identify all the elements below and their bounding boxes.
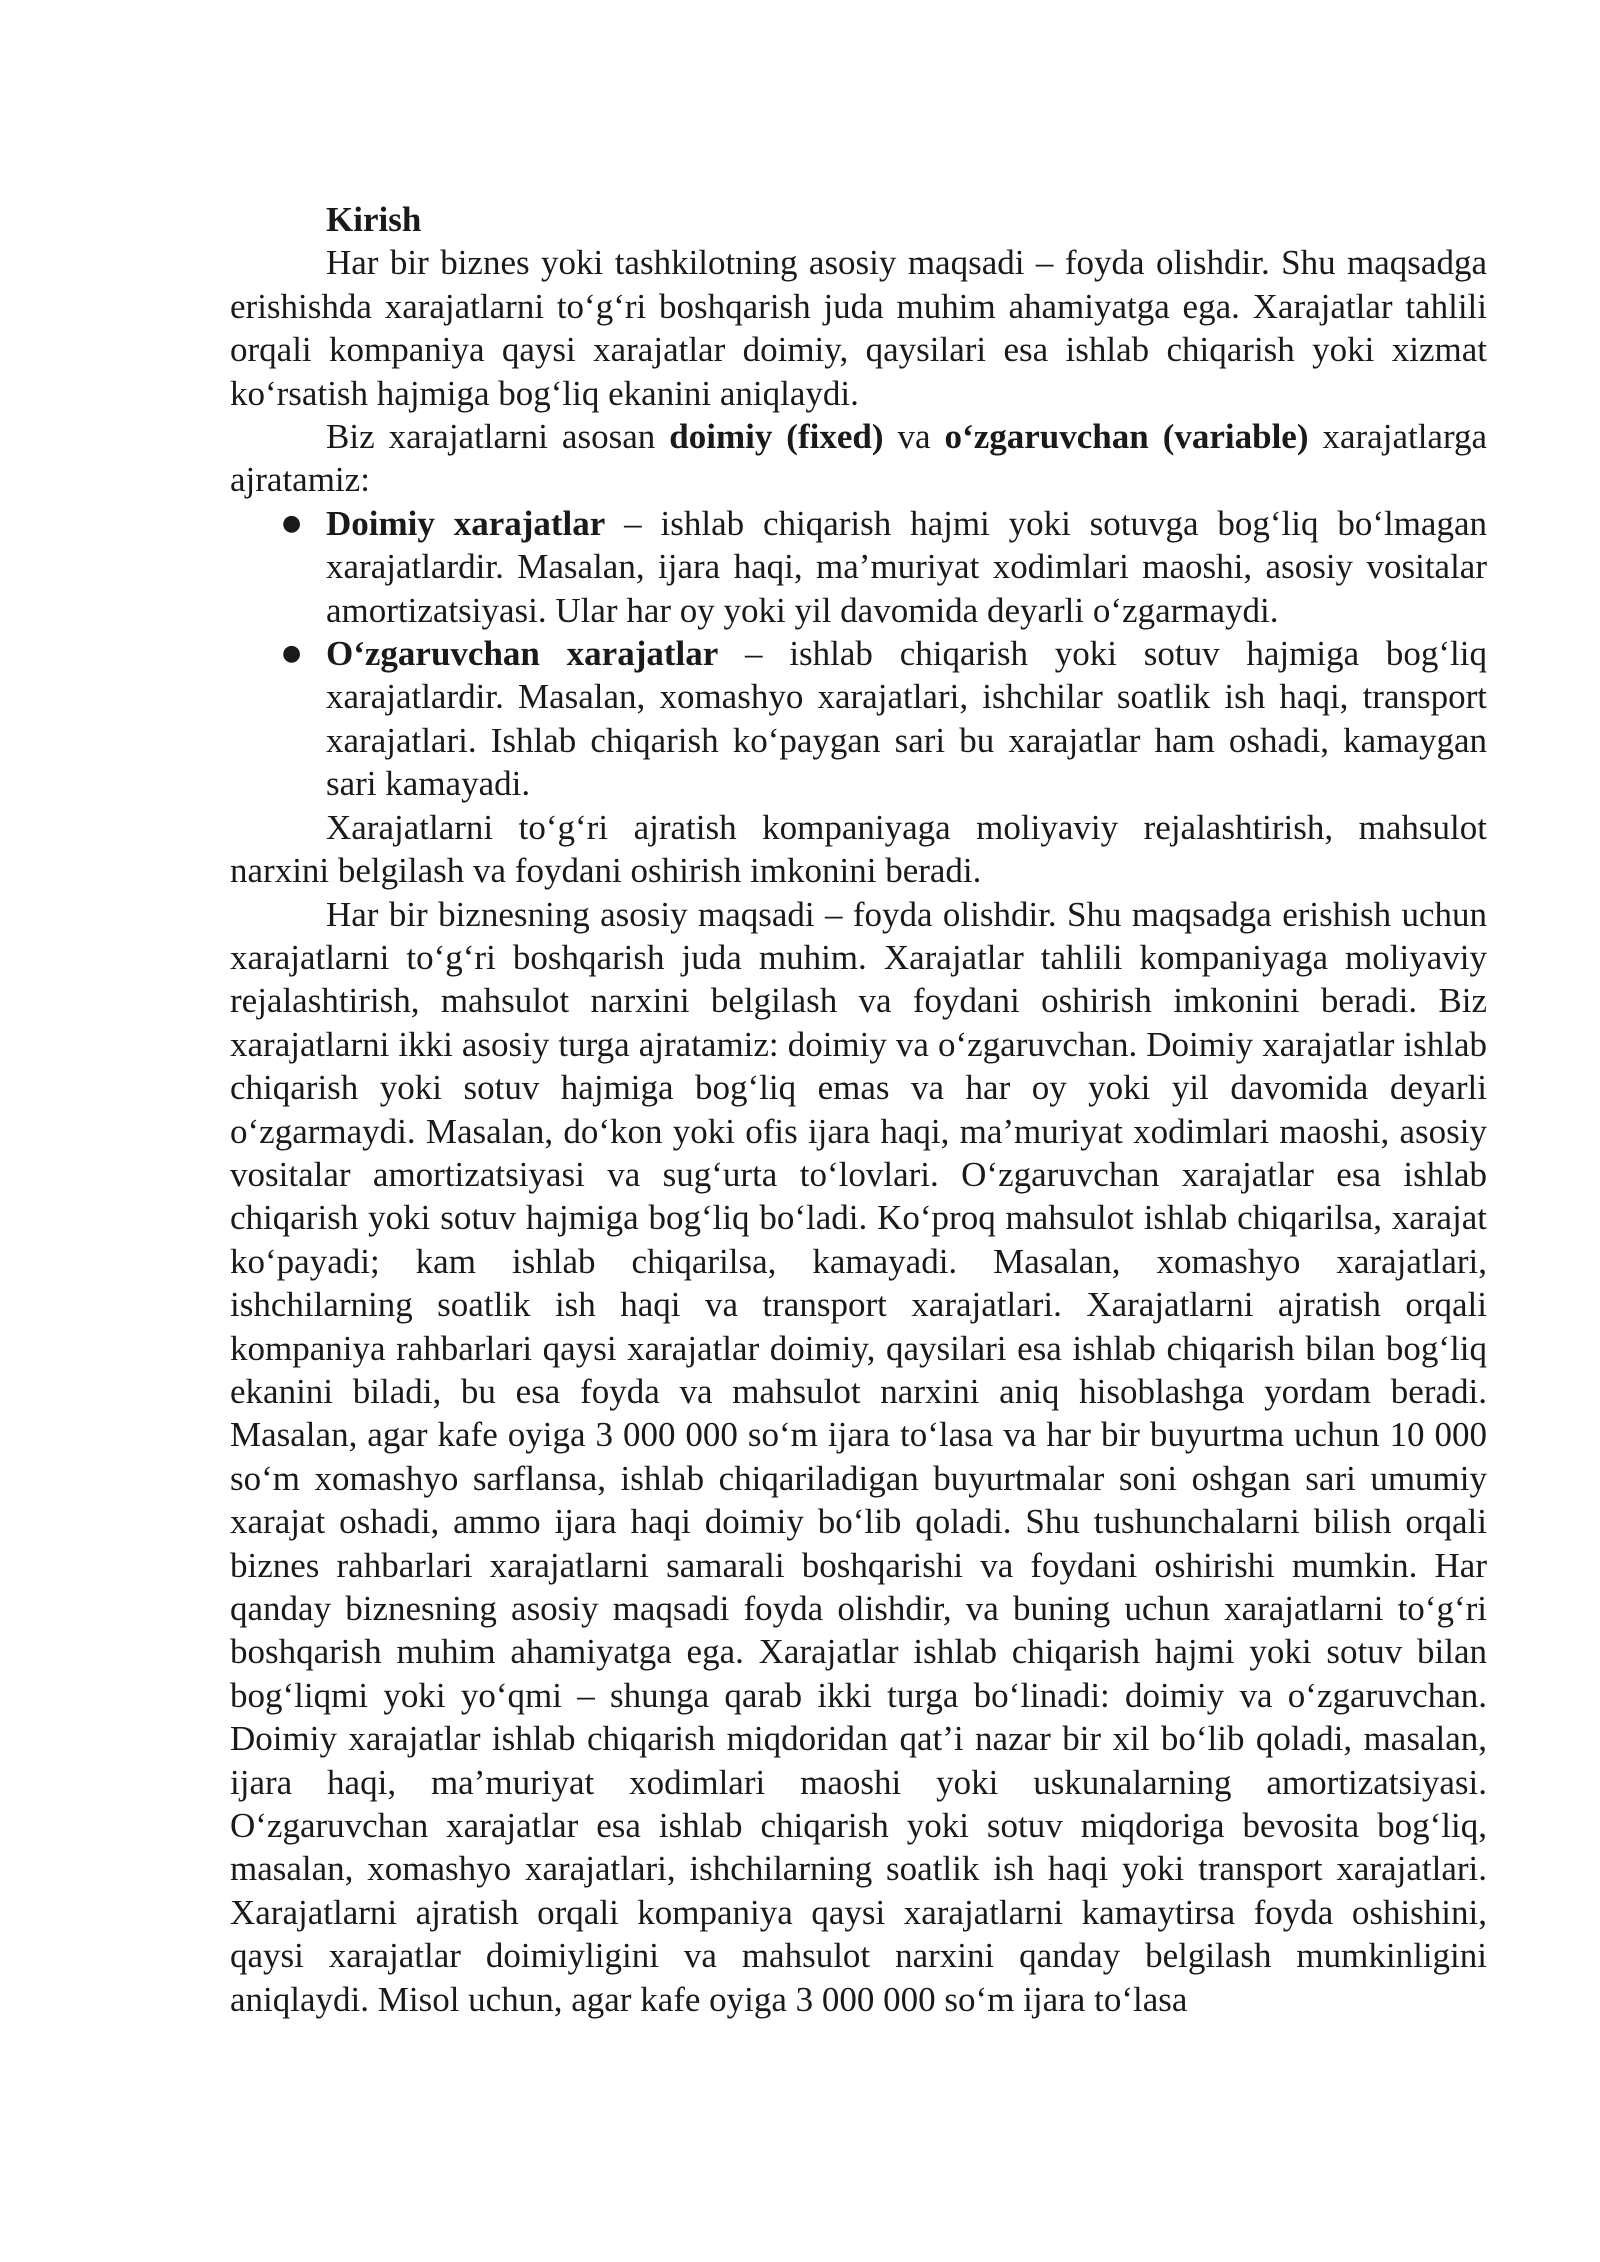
list-item-text: – ishlab chiqarish hajmi yoki sotuvga bog‘liq bo‘lmagan xarajatlardir. Masalan, ijara haqi, ma’muriyat xodimlari maoshi, asosiy vositalar amortizatsiyasi. Ular har oy yoki yil davomida deyarli o‘zgarmaydi. (326, 503, 1488, 630)
list-item-term: Doimiy xarajatlar (326, 503, 606, 543)
list-item-text: – ishlab chiqarish yoki sotuv hajmiga bog‘liq xarajatlardir. Masalan, xomashyo xarajatlari, ishchilar soatlik ish haqi, transport xarajatlari. Ishlab chiqarish ko‘paygan sari bu xarajatlar ham oshadi, kamaygan sari kamayadi. (326, 634, 1488, 804)
variable-term: o‘zgaruvchan (variable) (944, 417, 1309, 457)
bullet-icon: ● (282, 641, 302, 667)
body-paragraph: Har bir biznesning asosiy maqsadi – foyda olishdir. Shu maqsadga erishish uchun xarajatlarni to‘g‘ri boshqarish juda muhim. Xarajatlar tahlili kompaniyaga moliyaviy rejalashtirish, mahsulot narxini belgilash va foydani oshirish imkonini beradi. Biz xarajatlarni ikki asosiy turga ajratamiz: doimiy va o‘zgaruvchan. Doimiy xarajatlar ishlab chiqarish yoki sotuv hajmiga bog‘liq emas va har oy yoki yil davomida deyarli o‘zgarmaydi. Masalan, do‘kon yoki ofis ijara haqi, ma’muriyat xodimlari maoshi, asosiy vositalar amortizatsiyasi va sug‘urta to‘lovlari. O‘zgaruvchan xarajatlar esa ishlab chiqarish yoki sotuv hajmiga bog‘liq bo‘ladi. Ko‘proq mahsulot ishlab chiqarilsa, xarajat ko‘payadi; kam ishlab chiqarilsa, kamayadi. Masalan, xomashyo xarajatlari, ishchilarning soatlik ish haqi va transport xarajatlari. Xarajatlarni ajratish orqali kompaniya rahbarlari qaysi xarajatlar doimiy, qaysilari esa ishlab chiqarish bilan bog‘liq ekanini biladi, bu esa foyda va mahsulot narxini aniq hisoblashga yordam beradi. Masalan, agar kafe oyiga 3 000 000 so‘m ijara to‘lasa va har bir buyurtma uchun 10 000 so‘m xomashyo sarflansa, ishlab chiqariladigan buyurtmalar soni oshgan sari umumiy xarajat oshadi, ammo ijara haqi doimiy bo‘lib qoladi. Shu tushunchalarni bilish orqali biznes rahbarlari xarajatlarni samarali boshqarishi va foydani oshirishi mumkin. Har qanday biznesning asosiy maqsadi foyda olishdir, va buning uchun xarajatlarni to‘g‘ri boshqarish muhim ahamiyatga ega. Xarajatlar ishlab chiqarish hajmi yoki sotuv bilan bog‘liqmi yoki yo‘qmi – shunga qarab ikki turga bo‘linadi: doimiy va o‘zgaruvchan. Doimiy xarajatlar ishlab chiqarish miqdoridan qat’i nazar bir xil bo‘lib qoladi, masalan, ijara haqi, ma’muriyat xodimlari maoshi yoki uskunalarning amortizatsiyasi. O‘zgaruvchan xarajatlar esa ishlab chiqarish yoki sotuv miqdoriga bevosita bog‘liq, masalan, xomashyo xarajatlari, ishchilarning soatlik ish haqi yoki transport xarajatlari. Xarajatlarni ajratish orqali kompaniya qaysi xarajatlarni kamaytirsa foyda oshishini, qaysi xarajatlar doimiyligini va mahsulot narxini qanday belgilash mumkinligini aniqlaydi. Misol uchun, agar kafe oyiga 3 000 000 so‘m ijara to‘lasa (230, 894, 1487, 2019)
list-item-variable-costs (282, 632, 1488, 806)
fixed-term: doimiy (fixed) (669, 417, 884, 457)
list-item-fixed-costs (282, 502, 1488, 632)
classification-text-3: xarajatlarga ajratamiz: (230, 417, 1488, 500)
cost-types-list (230, 502, 1487, 806)
list-item-term: O‘zgaruvchan xarajatlar (326, 634, 719, 674)
classification-text-2: va (883, 417, 945, 457)
classification-paragraph (230, 415, 1487, 502)
bullet-icon: ● (282, 510, 302, 536)
section-heading: Kirish (326, 200, 422, 239)
document-page (230, 198, 1487, 2021)
intro-paragraph: Har bir biznes yoki tashkilotning asosiy maqsadi – foyda olishdir. Shu maqsadga erishishda xarajatlarni to‘g‘ri boshqarish juda muhim ahamiyatga ega. Xarajatlar tahlili orqali kompaniya qaysi xarajatlar doimiy, qaysilari esa ishlab chiqarish yoki xizmat ko‘rsatish hajmiga bog‘liq ekanini aniqlaydi. (230, 243, 1487, 413)
summary-paragraph: Xarajatlarni to‘g‘ri ajratish kompaniyaga moliyaviy rejalashtirish, mahsulot narxini belgilash va foydani oshirish imkonini beradi. (230, 807, 1487, 891)
classification-text-1: Biz xarajatlarni asosan (326, 417, 670, 457)
